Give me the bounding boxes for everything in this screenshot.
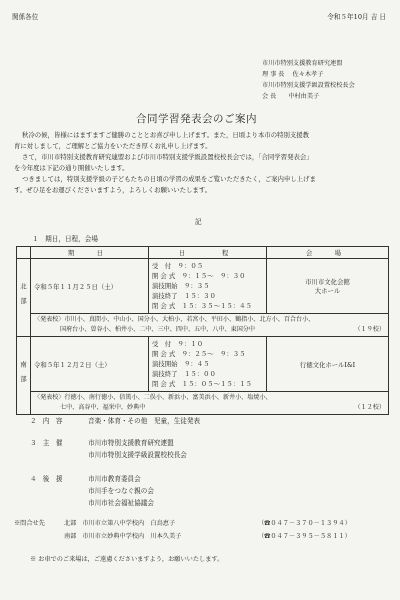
table-row-south xyxy=(17,337,389,392)
header-date: 期 日 xyxy=(31,247,149,259)
table-header-row xyxy=(17,247,389,259)
sender-role-2: 市川市特別支援学級設置校校長会 xyxy=(262,82,355,89)
table-row-north xyxy=(17,259,389,314)
north-label: 北部 xyxy=(17,259,31,337)
issue-date: 令和５年10月 吉 日 xyxy=(327,13,386,21)
south-label: 南部 xyxy=(17,337,31,415)
item-content-value: 音楽・体育・その他 児童，生徒発表 xyxy=(88,417,201,425)
body-text: 秋冷の候，皆様にはますますご健勝のこととお喜び申し上げます。また，日頃より本市の特別支援教 育に対しまして，ご理解とご協力をいただき厚くお礼申し上げます。 さて，市川市特別支援教育研究連盟および市川市特別支援学級設置校校長会では，「合同学習発表会」 を今年度は下記の通り開催いたします。 つきましては，特別支援学級の子どもたちの日頃の学習の成果をご覧いただきたく，ご案内申し上げま す。ぜひ足をお運びくださいますよう，よろしくお願いいたします。 xyxy=(14,131,316,194)
sponsor-1: 市川市教育委員会 xyxy=(88,475,141,483)
contact-north-tel: （☎０４７－３７０－１３９４） xyxy=(258,520,351,527)
sender-org: 市川市特別支援教育研究連盟 xyxy=(262,60,343,67)
header-schedule: 日 程 xyxy=(149,247,267,259)
sender-role-1: 理 事 長 佐々木孝子 xyxy=(262,71,324,78)
item-content: ２ 内 容 xyxy=(30,417,63,425)
item-sponsor: ４ 後 援 xyxy=(30,475,63,483)
schedule-table xyxy=(16,246,389,415)
north-schools: 〈発表校〉市川小、真間小、中山小、国分小、大柏小、若宮小、平田小、鶴指小、北方小、百合台小、 国府台小、曽谷小、柏井小、二中、三中、四中、五中、八中、東国分中 （１９校） xyxy=(31,314,389,337)
contact-north: 北部 市川市立第八中学校内 白鳥恵子 xyxy=(64,520,176,527)
ki-heading: 記 xyxy=(195,218,202,226)
north-times: 受 付 ９：０５ 開 会 式 ９：１５～ ９：３０ 演技開始 ９：３５ 演技終了 １５：３０ 閉 会 式 １５：３５～１５：４５ xyxy=(149,259,267,314)
contact-label: ※問合せ先 xyxy=(14,520,45,527)
contact-south: 南部 市川市立妙典中学校内 川本久美子 xyxy=(64,533,182,540)
south-venue: 行徳文化ホールI&I xyxy=(267,337,389,392)
north-venue: 市川市文化会館 大ホール xyxy=(267,259,389,314)
south-times: 受 付 ９：１０ 開 会 式 ９：２５～ ９：３５ 演技開始 ９：４５ 演技終了 １５：００ 閉 会 式 １５：０５～１５：１５ xyxy=(149,337,267,392)
document-title: 合同学習発表会のご案内 xyxy=(136,113,257,125)
table-row-north-schools xyxy=(17,314,389,337)
sponsor-3: 市川市社会福祉協議会 xyxy=(88,499,154,507)
sponsor-2: 市川手をつなぐ親の会 xyxy=(88,487,154,495)
sender-role-3: 会 長 中村由美子 xyxy=(262,93,320,100)
header-venue: 会 場 xyxy=(267,247,389,259)
section-1-heading: １ 期日，日程，会場 xyxy=(32,235,98,243)
item-organizer: ３ 主 催 xyxy=(30,439,63,447)
contact-south-tel: （☎０４７－３９５－５８１１） xyxy=(258,533,351,540)
south-date: 令和５年１２月２日（土） xyxy=(31,337,149,392)
organizer-1: 市川市特別支援教育研究連盟 xyxy=(88,439,174,447)
recipient: 関係各位 xyxy=(12,13,39,21)
north-date: 令和５年１１月２５日（土） xyxy=(31,259,149,314)
south-schools: 〈発表校〉行徳小、南行徳小、信篤小、二俣小、新浜小、富美浜小、新井小、塩焼小、 七中、高谷中、福栄中、妙典中 （１２校） xyxy=(31,392,389,415)
footer-note: ※ お車でのご来場は，ご遠慮くださいますよう，お願いいたします。 xyxy=(30,556,224,563)
organizer-2: 市川市特別支援学級設置校校長会 xyxy=(88,451,187,459)
table-row-south-schools xyxy=(17,392,389,415)
